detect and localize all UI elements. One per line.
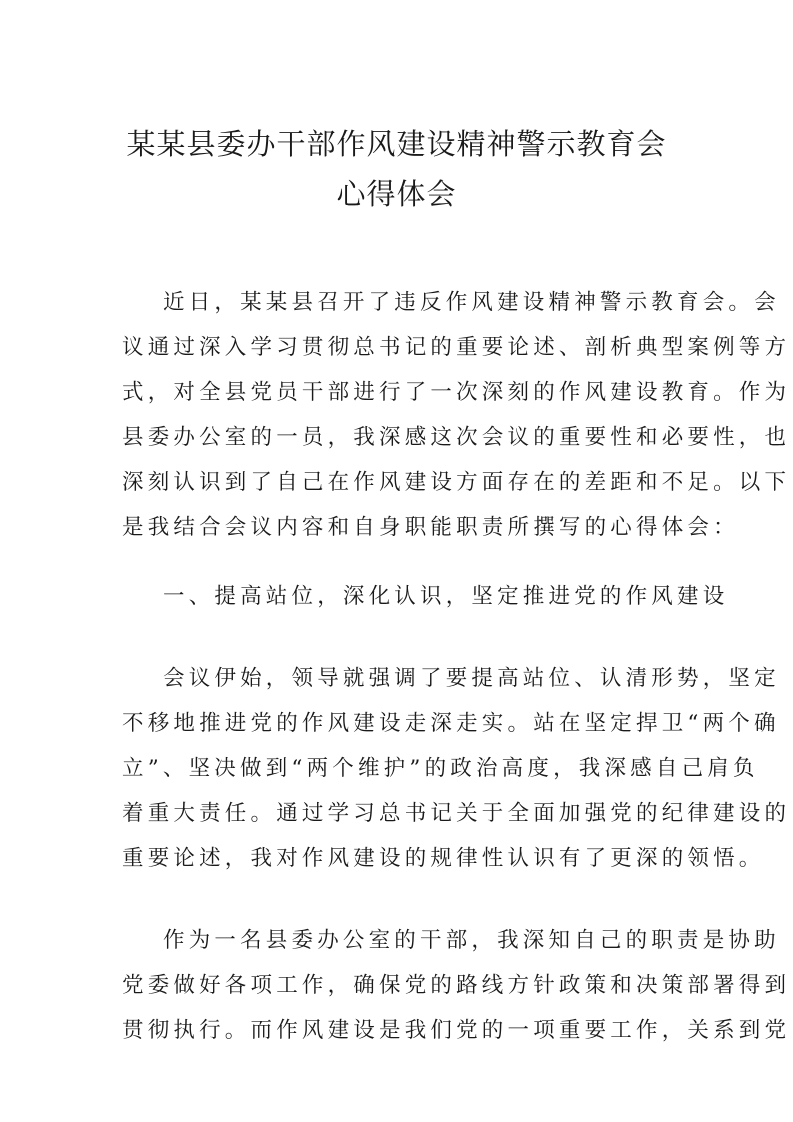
paragraph-2-line-1: 会议伊始，领导就强调了要提高站位、认清形势，坚定	[163, 666, 780, 691]
document-title-line-1: 某某县委办干部作风建设精神警示教育会	[126, 127, 667, 161]
paragraph-2-line-2: 不移地推进党的作风建设走深走实。站在坚定捍卫“两个确	[122, 711, 780, 736]
paragraph-1-line-5: 深刻认识到了自己在作风建设方面存在的差距和不足。以下	[122, 470, 791, 495]
paragraph-1-line-6: 是我结合会议内容和自身职能职责所撰写的心得体会：	[122, 515, 739, 540]
paragraph-3-line-2: 党委做好各项工作，确保党的路线方针政策和决策部署得到	[122, 973, 791, 998]
paragraph-1-line-2: 议通过深入学习贯彻总书记的重要论述、剖析典型案例等方	[122, 335, 791, 360]
paragraph-3-line-3: 贯彻执行。而作风建设是我们党的一项重要工作，关系到党	[122, 1018, 791, 1043]
section-1-heading: 一、提高站位，深化认识，坚定推进党的作风建设	[163, 584, 729, 609]
paragraph-3-line-1: 作为一名县委办公室的干部，我深知自己的职责是协助	[163, 928, 780, 953]
document-title-line-2: 心得体会	[336, 177, 457, 211]
paragraph-1-line-1: 近日，某某县召开了违反作风建设精神警示教育会。会	[163, 290, 780, 315]
paragraph-2-line-4: 着重大责任。通过学习总书记关于全面加强党的纪律建设的	[122, 801, 791, 826]
paragraph-2-line-5: 重要论述，我对作风建设的规律性认识有了更深的领悟。	[122, 846, 765, 871]
paragraph-1-line-4: 县委办公室的一员，我深感这次会议的重要性和必要性，也	[122, 425, 791, 450]
paragraph-1-line-3: 式，对全县党员干部进行了一次深刻的作风建设教育。作为	[122, 380, 791, 405]
paragraph-2-line-3: 立”、坚决做到“两个维护”的政治高度，我深感自己肩负	[122, 756, 759, 781]
